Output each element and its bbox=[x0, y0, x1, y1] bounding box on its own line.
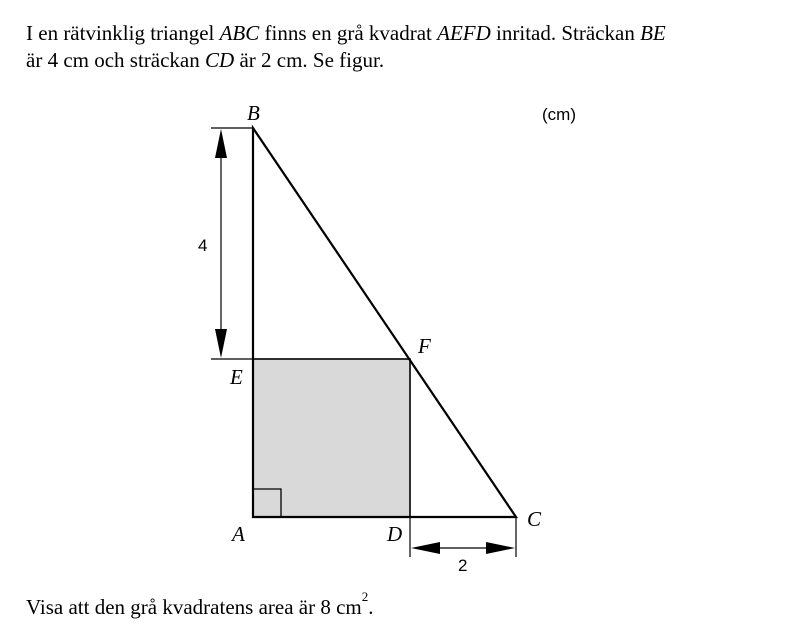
problem-line-2: är 4 cm och sträckan CD är 2 cm. Se figur. bbox=[26, 48, 385, 72]
dimension-be bbox=[211, 128, 253, 359]
dimension-value-cd: 2 bbox=[458, 556, 468, 575]
arrow-right-icon bbox=[486, 542, 515, 554]
gray-square-aefd bbox=[253, 359, 410, 517]
var-cd: CD bbox=[205, 48, 235, 72]
label-d: D bbox=[387, 522, 403, 546]
label-c: C bbox=[527, 507, 542, 531]
arrow-down-icon bbox=[215, 329, 227, 358]
exponent: 2 bbox=[361, 589, 369, 604]
var-be: BE bbox=[640, 21, 666, 45]
label-e: E bbox=[230, 365, 243, 389]
problem-line-1: I en rätvinklig triangel ABC finns en grå kvadrat AEFD inritad. Sträckan BE bbox=[26, 21, 666, 45]
label-a: A bbox=[232, 522, 245, 546]
dimension-value-be: 4 bbox=[198, 236, 208, 255]
unit-label: (cm) bbox=[542, 105, 576, 124]
var-aefd: AEFD bbox=[437, 21, 491, 45]
arrow-up-icon bbox=[215, 129, 227, 158]
label-f: F bbox=[418, 334, 431, 358]
var-abc: ABC bbox=[219, 21, 260, 45]
label-b: B bbox=[247, 101, 260, 125]
task-statement: Visa att den grå kvadratens area är 8 $cm^2$. bbox=[26, 589, 374, 619]
arrow-left-icon bbox=[411, 542, 440, 554]
